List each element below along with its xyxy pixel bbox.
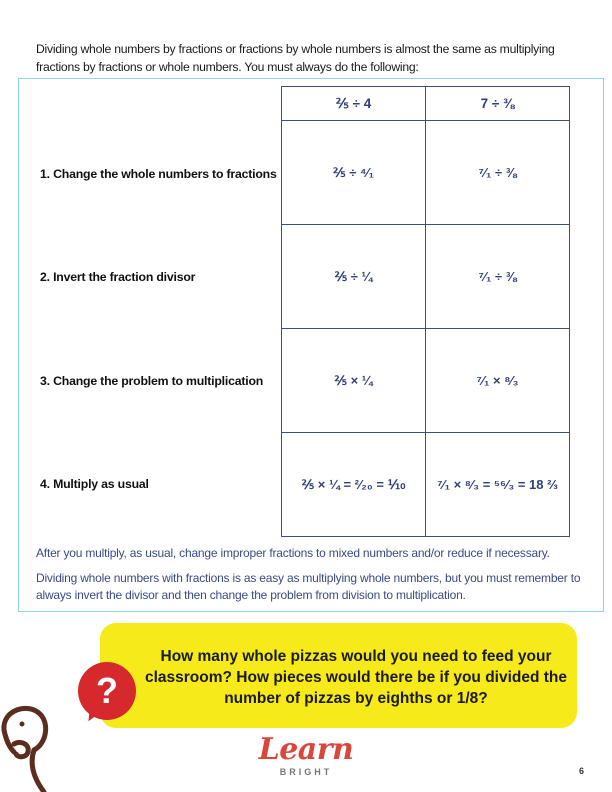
table-cell: ⅖ ÷ ¼ bbox=[282, 225, 426, 329]
after-multiply-note: After you multiply, as usual, change improper fractions to mixed numbers and/or reduce if necessary. bbox=[36, 546, 550, 560]
table-row bbox=[282, 329, 570, 433]
logo-subtitle: BRIGHT bbox=[279, 767, 333, 777]
table-header-cell: 7 ÷ ⅜ bbox=[426, 87, 570, 121]
table-cell: ⅖ ÷ ⁴⁄₁ bbox=[282, 121, 426, 225]
page-number: 6 bbox=[579, 766, 585, 776]
fraction-steps-table bbox=[281, 86, 570, 537]
intro-paragraph: Dividing whole numbers by fractions or fractions by whole numbers is almost the same as multiplying fractions by fractions or whole numbers. You must always do the following: bbox=[36, 42, 555, 74]
table-row bbox=[282, 225, 570, 329]
table-cell: ⅖ × ¼ bbox=[282, 329, 426, 433]
step-2: 2. Invert the fraction divisor bbox=[40, 270, 196, 284]
table-row bbox=[282, 121, 570, 225]
logo-wordmark: Learn bbox=[258, 732, 354, 767]
table-cell: ⅖ × ¼ = ²⁄₂₀ = ⅒ bbox=[282, 433, 426, 537]
step-4: 4. Multiply as usual bbox=[40, 477, 149, 491]
step-1: 1. Change the whole numbers to fractions bbox=[40, 167, 277, 181]
question-text: How many whole pizzas would you need to feed your classroom? How pieces would there be if you divided the number of pizzas by eighths or 1/8? bbox=[144, 648, 568, 707]
question-mark-icon: ? bbox=[78, 662, 136, 720]
thinking-person-icon bbox=[0, 700, 80, 792]
learn-bright-logo bbox=[256, 732, 356, 777]
table-header-cell: ⅖ ÷ 4 bbox=[282, 87, 426, 121]
table-header-row bbox=[282, 87, 570, 121]
table-row bbox=[282, 433, 570, 537]
table-cell: ⁷⁄₁ × ⁸⁄₃ = ⁵⁶⁄₃ = 18 ⅔ bbox=[426, 433, 570, 537]
table-cell: ⁷⁄₁ ÷ ⅜ bbox=[426, 225, 570, 329]
table-cell: ⁷⁄₁ × ⁸⁄₃ bbox=[426, 329, 570, 433]
step-3: 3. Change the problem to multiplication bbox=[40, 374, 264, 388]
table-cell: ⁷⁄₁ ÷ ⅜ bbox=[426, 121, 570, 225]
summary-note: Dividing whole numbers with fractions is as easy as multiplying whole numbers, but you must remember to always invert the divisor and then change the problem from division to multiplication. bbox=[36, 571, 581, 602]
